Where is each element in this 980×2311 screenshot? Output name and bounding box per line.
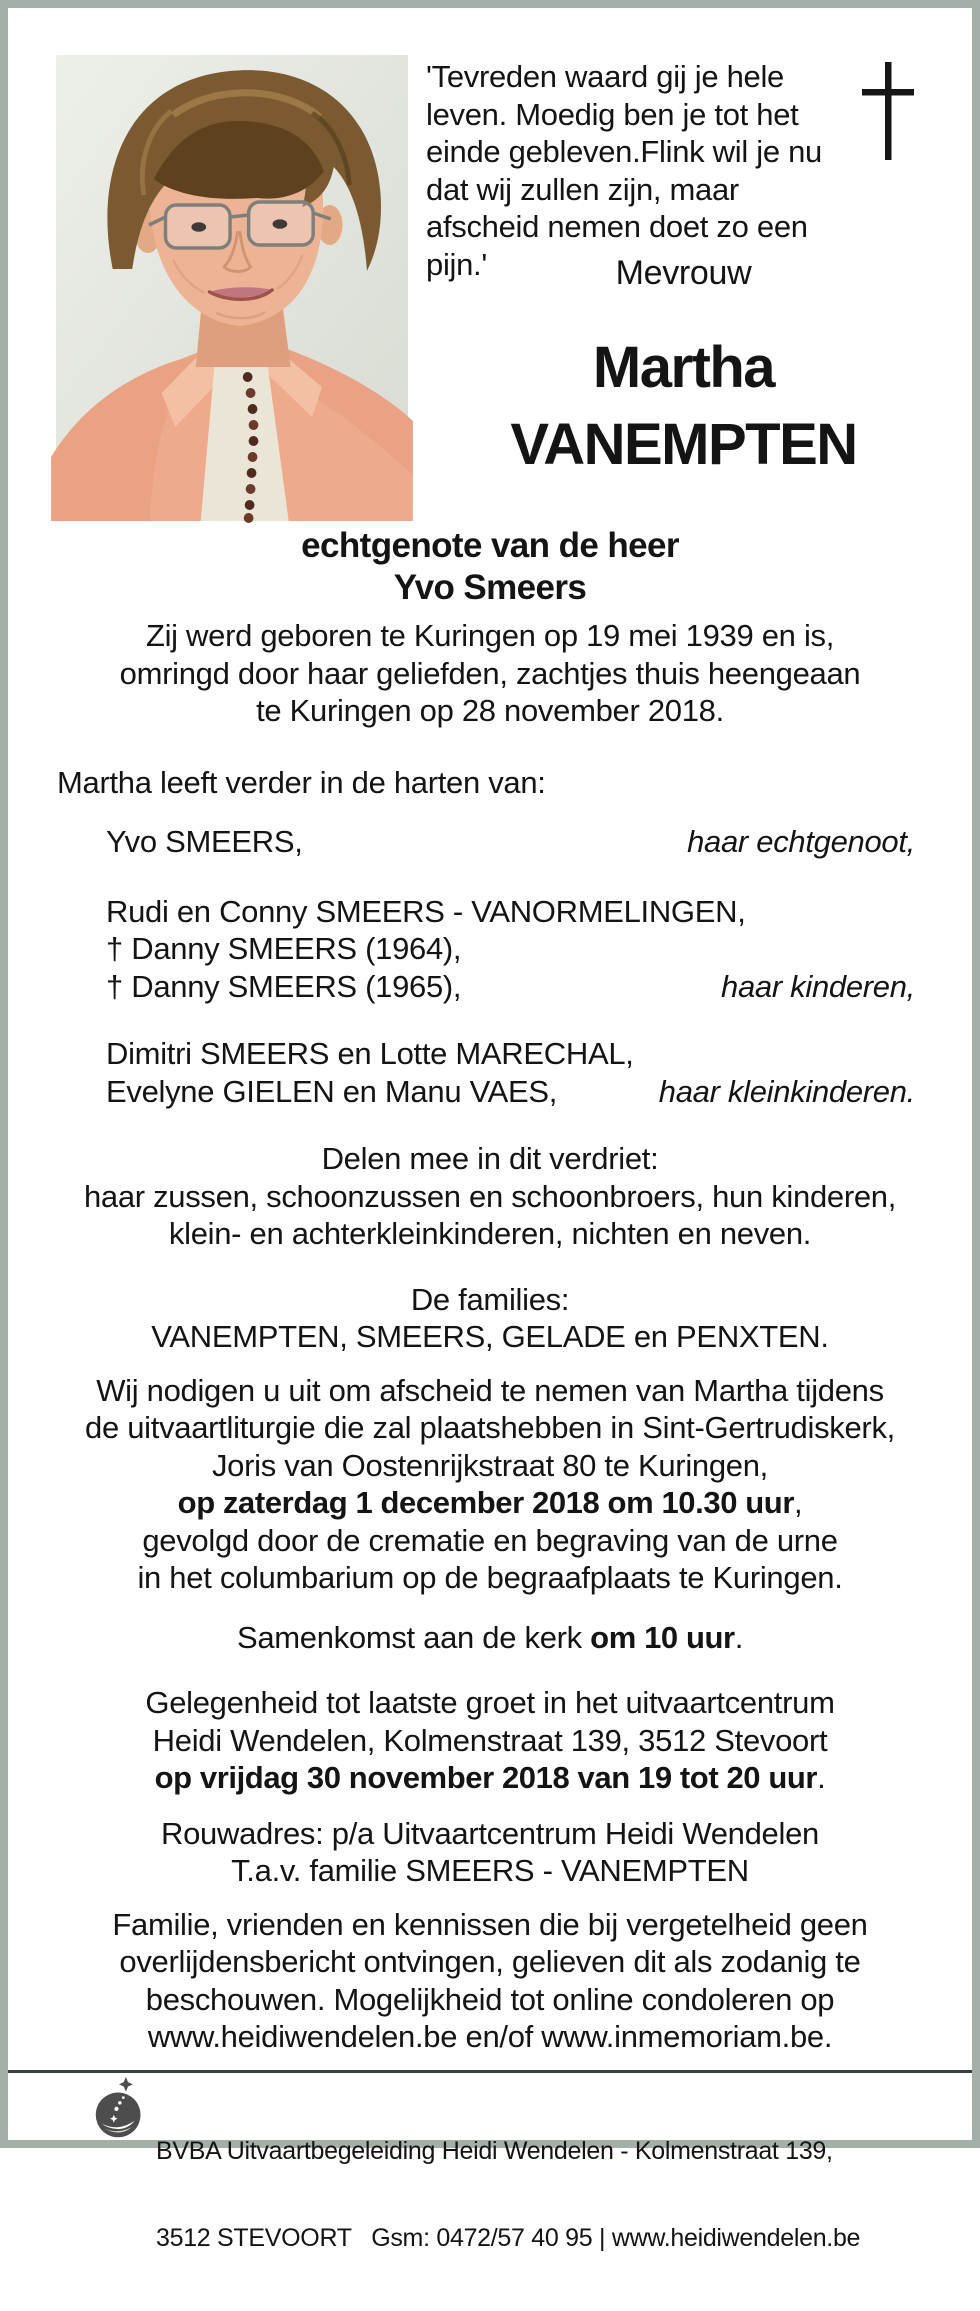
survivor-role: haar kleinkinderen. [658, 1073, 915, 1109]
families-paragraph [8, 1281, 972, 1356]
memorial-quote [426, 58, 866, 283]
boat-star-logo-icon [92, 2077, 146, 2139]
gathering-suffix: . [734, 1619, 744, 1655]
survivor-row [106, 823, 915, 861]
survivor-name: † Danny SMEERS (1965), [106, 968, 462, 1004]
deceased-last-name: VANEMPTEN [510, 412, 857, 477]
deceased-name-block [423, 253, 944, 483]
mourning-line: T.a.v. familie SMEERS - VANEMPTEN [231, 1853, 749, 1888]
life-line: omringd door haar geliefden, zachtjes thuis heengeaan [119, 655, 861, 691]
footer-line: 3512 STEVOORT Gsm: 0472/57 40 95 | www.heidiwendelen.be [156, 2224, 861, 2252]
quote-line: leven. Moedig ben je tot het [426, 96, 799, 132]
survivors-intro: Martha leeft verder in de harten van: [57, 764, 546, 800]
mourning-line: Rouwadres: p/a Uitvaartcentrum Heidi Wendelen [161, 1815, 819, 1851]
funeral-date-suffix: , [794, 1485, 803, 1520]
salutation: Mevrouw [615, 254, 752, 292]
viewing-date-suffix: . [817, 1760, 826, 1795]
survivor-name: † Danny SMEERS (1964), [106, 931, 462, 966]
viewing-date-bold: op vrijdag 30 november 2018 van 19 tot 20 uur [154, 1760, 818, 1795]
gathering-pre: Samenkomst aan de kerk [236, 1619, 591, 1655]
funeral-line: de uitvaartliturgie die zal plaatshebben in Sint-Gertrudiskerk, [85, 1410, 895, 1445]
viewing-paragraph [8, 1684, 972, 1797]
relation-block [8, 525, 972, 609]
survivor-row [106, 968, 915, 1006]
condolence-line: haar zussen, schoonzussen en schoonbroers, hun kinderen, [83, 1178, 897, 1214]
funeral-line: in het columbarium op de begraafplaats te Kuringen. [137, 1560, 843, 1595]
portrait-illustration [56, 55, 408, 521]
survivor-name: Evelyne GIELEN en Manu VAES, [106, 1073, 558, 1109]
funeral-line: gevolgd door de crematie en begraving van de urne [142, 1522, 838, 1558]
gathering-time-bold: om 10 uur [590, 1619, 735, 1655]
notice-websites-line: www.heidiwendelen.be en/of www.inmemoriam.be. [147, 2019, 833, 2054]
families-line: VANEMPTEN, SMEERS, GELADE en PENXTEN. [151, 1319, 829, 1354]
survivor-group-grandchildren [106, 1035, 915, 1110]
life-line: te Kuringen op 28 november 2018. [256, 693, 724, 728]
notice-paragraph [8, 1906, 972, 2056]
spouse-name: Yvo Smeers [393, 568, 587, 607]
funeral-paragraph [8, 1372, 972, 1597]
survivor-group-children [106, 893, 915, 1006]
quote-line: dat wij zullen zijn, maar [426, 171, 739, 207]
deceased-first-name: Martha [592, 335, 775, 400]
survivor-name: Rudi en Conny SMEERS - VANORMELINGEN, [106, 893, 746, 929]
quote-line: afscheid nemen doet zo een pijn.' [426, 209, 808, 282]
funeral-date-bold: op zaterdag 1 december 2018 om 10.30 uur [177, 1485, 794, 1520]
condolence-line: klein- en achterkleinkinderen, nichten en neven. [168, 1216, 812, 1251]
viewing-line: Heidi Wendelen, Kolmenstraat 139, 3512 Stevoort [152, 1722, 828, 1758]
funeral-line: Wij nodigen u uit om afscheid te nemen van Martha tijdens [96, 1372, 884, 1408]
survivor-name: Yvo SMEERS, [106, 824, 303, 859]
survivor-row [106, 1073, 915, 1111]
portrait-photo [56, 55, 408, 521]
header [8, 8, 972, 518]
relation-line: echtgenote van de heer [301, 526, 679, 565]
quote-line: einde gebleven.Flink wil je nu [426, 134, 822, 169]
footer-text [156, 2079, 860, 2311]
notice-line: overlijdensbericht ontvingen, gelieven dit als zodanig te [119, 1944, 861, 1979]
families-line: De families: [410, 1281, 570, 1317]
life-dates-paragraph [8, 617, 972, 730]
funeral-line: Joris van Oostenrijkstraat 80 te Kuringen, [211, 1447, 768, 1483]
life-line: Zij werd geboren te Kuringen op 19 mei 1939 en is, [145, 618, 835, 653]
latin-cross-icon [862, 62, 914, 160]
quote-line: 'Tevreden waard gij je hele [426, 59, 784, 94]
viewing-line: Gelegenheid tot laatste groet in het uitvaartcentrum [145, 1685, 835, 1720]
funeral-date-line [8, 1484, 972, 1522]
footer-line: BVBA Uitvaartbegeleiding Heidi Wendelen - Kolmenstraat 139, [156, 2137, 833, 2165]
viewing-date-line [8, 1759, 972, 1797]
funeral-home-footer [8, 2070, 972, 2252]
survivor-role: haar echtgenoot, [687, 824, 915, 859]
mourning-address [8, 1815, 972, 1890]
survivor-role: haar kinderen, [721, 968, 915, 1004]
condolence-paragraph [8, 1140, 972, 1253]
survivor-group-spouse [106, 823, 915, 861]
notice-line: beschouwen. Mogelijkheid tot online condoleren op [145, 1981, 835, 2017]
condolence-line: Delen mee in dit verdriet: [321, 1141, 659, 1176]
gathering-line [8, 1619, 972, 1657]
survivor-name: Dimitri SMEERS en Lotte MARECHAL, [106, 1036, 634, 1071]
notice-line: Familie, vrienden en kennissen die bij vergetelheid geen [112, 1906, 868, 1942]
